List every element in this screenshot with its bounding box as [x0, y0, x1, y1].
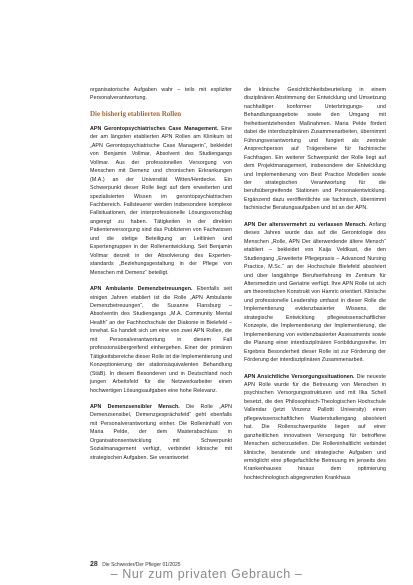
paragraph-lead: APN Gerontopsychiatrisches Case Management. — [90, 125, 219, 132]
watermark: – Nur zum privaten Gebrauch – — [110, 567, 303, 581]
paragraph-continuation: die klinische Gesichtlichkeitsbeurteilung in einem disziplinären Abstimmung der Entwicklung und Umsetzung nachhaltiger konformer Unterbringungs- und Behandlungsangebote sowie den Umgang mit freiheitsentziehenden Maßnahmen. Maria Pelde fördert dabei die interdisziplinären Zusammenarbeiten, übernimmt Führungsverantwortung und fungiert als zentrale Ansprechperson auf Trägerebene für fachinische Fachfragen. Ein weiterer Schwerpunkt der Rolle liegt auf dem Projektmanagement, insbesondere der Entwicklung und Implementierung von Best Practice Modellen sowie der strategischen Verantwortung für die berufsübergreifende Stationen und Personalentwicklung. Ergänzend dazu veröffentlichte sie fachinisch, übernimmt fachinische Beratungsaufgaben und ist an der APN. — [244, 87, 386, 212]
paragraph-body: Die Rolle „APN Demenzsensibel, Demenzgesprächsfeld“ geht ebenfalls mit Personalverantwortung einher. Die Rolleninhaltl von Maria Pelde, der dem Masterabschluss in Organisationsentwicklung mit Schwerpunkt Sozialmanagement verfügt, verbindet klinische mit strategischen Aufgaben. Sie verantwortet — [90, 403, 232, 461]
paragraph-demenzsensibel — [90, 403, 232, 462]
left-column — [90, 86, 232, 462]
right-column — [244, 86, 386, 482]
journal-citation: Die Schwester/Der Pfleger 01/2025 — [102, 562, 181, 568]
paragraph-versorgung — [244, 373, 386, 483]
paragraph-case-management — [90, 125, 232, 277]
page-number: 28 — [90, 561, 98, 568]
paragraph-ambulant — [90, 285, 232, 395]
section-heading: Die bisherig etablierten Rollen — [90, 109, 182, 118]
intro-paragraph: organisatorische Aufgaben wahr – teils mit expliziter Personalverantwortung. — [90, 87, 232, 102]
paragraph-body: Ebenfalls seit einigen Jahren etabliert ist die Rolle „APN Ambulante Demenzbetreuungen“, die Susanne Flansburg – Absolventin des Studiengangs „M.A. Community Mental Health“ an der Fachhochschule der Diakonie in Bielefeld – innehat. Es handelt sich um eine von zwei APN Rollen, die mit Personalverantwortung in diesem Fall professionsübergreifend einhergehen. Einer der primären Tätigkeitsbereiche dieser Rolle ist die Implementierung und Konzeptionierung der stationsäquivalenten Behandlung (StäB). In diesem Besonderen und in Deutschland noch jungen Arbeitsfeld für die Netzwerkarbeiter einen hochwertigen Lösungsaufgaben eine hohe Relevanz. — [90, 286, 232, 394]
paragraph-lead: APN Ambulante Demenzbetreuungen. — [90, 286, 193, 293]
paragraph-body: Anfang dieses Jahres wurde das auf die Gerontologie des Menschen „Rolle, APN Der älterwerdende ältere Mensch“ etabliert – bekleidet von Kaija Veldkast, die den Studiengang „Erweiterte Pflegepraxis – Advanced Nursing Practice, M.Sc.“ an der Hochschule Bielefeld absolviert und über langjährige Berufserfahrung im Zentrum für Altersmedizin und Geriatrie verfügt. Ihre APN Rolle ist sich am theoretischen Konstrukt von Hamric orientiert. Klinische und professionelle Leadership umfasst in dieser Rolle die Implementierung evidenzbasierter Wissens, die strategische Entwicklung pflegewissenschaftlicher Konzepte, die Implementierung der Implementierung, die Implementierung von evidenzbasierter Assessments sowie die Planung einer interdisziplinären Fortbildungsreihe. Im Ergebnis Besonderheit dieser Rolle ist zur Förderung der Förderung der interdisziplinären Zusammenarbeit. — [244, 221, 386, 364]
paragraph-aeltere-mensch — [244, 221, 386, 365]
paragraph-lead: APN Demenzsensibler Mensch. — [90, 403, 180, 410]
paragraph-body: Die neueste APN Rolle wurde für die Betreuung von Menschen in psychischen Versorgungsstrukturen und mit Ilka Schell besetzt, die den Philosophisch-Theologischen Hochschule Vallendar (jetzt Vinzenz Pallotti University) einen pflegewissenschaftlichen Masterstudiengang absolviert hat. Die Rollenschwerpunkte liegen auf einer ganzheitlichen innovativen Versorgung für betroffene Menschen sicherzustellen. Die Rolleninhaltlicht verbindet klinische, beratende und strategische Aufgaben und ermöglicht eine pflegefachliche Betreuung im jenseits des Krankenhauses hinaus dem optimierung hochtechnologisch abgegrenzten Krankhaus — [244, 373, 387, 481]
paragraph-body: Eine der am längsten etablierten APN Rollen am Klinikum ist „APN Gerontopsychiatrische Case Managerin“, bekleidet von Benjamin Vollmar, Absolvent des Studiengangs Vollmar. Aus der professionellen Versorgung von Menschen mit Demenz und chronischen Erkrankungen (M.A.) an der Universität Witten/Herdecke. Ein Schwerpunkt dieser Rolle liegt auf dem erweiterten und spezialisierten Wissen im gerontopsychiatrischen Fachbereich. Fallsteuerer werden insbesondere komplexe Fallsituationen, der interprofessionelle Lösungsvorschlag angeregt zu haben. Tätigkeiten in der direkten Patientenversorgung sind das Publizieren von Fachwissen und die stetige Beteiligung an Leitlinien und Expertengruppen in der Rollenentwicklung. Seit Benjamin Vollmar derzeit in der Absolvierung des Experten-standards „Beziehungsgestaltung in der Pflege von Menschen mit Demenz“ beteiligt. — [90, 125, 232, 276]
paragraph-lead: APN Ansichtliche Versorgungssituationen. — [244, 373, 355, 380]
paragraph-lead: APN Der altersvermehrt zu verlassen Mensch. — [244, 221, 367, 228]
